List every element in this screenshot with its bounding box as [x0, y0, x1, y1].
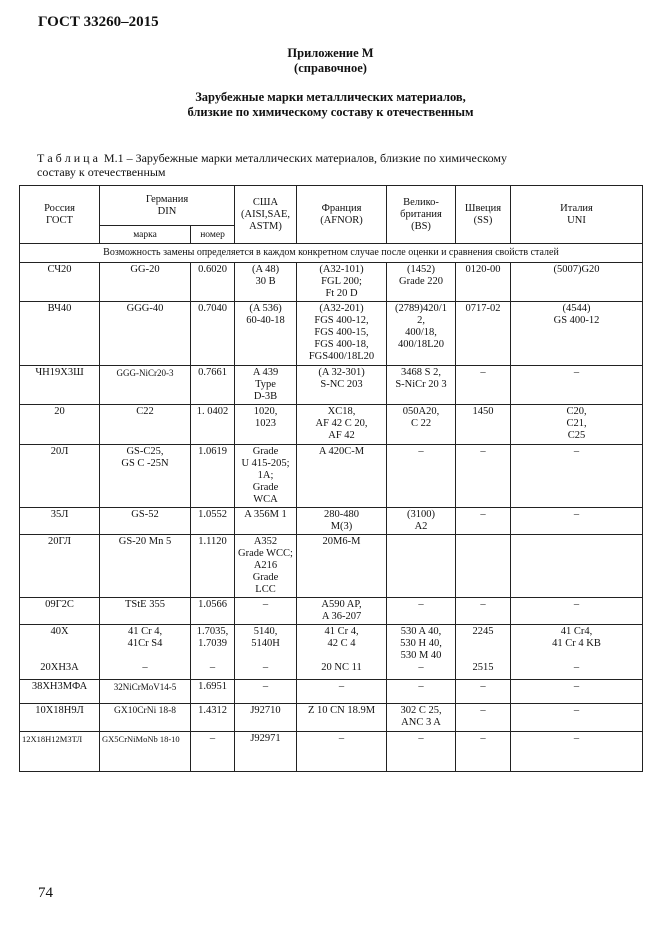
- cell-germany-number: 1.7035, 1.7039 –: [191, 625, 235, 680]
- table-row: [20, 535, 643, 598]
- cell-usa: A 439 Type D-3B: [235, 366, 297, 405]
- header-germany: Германия DIN: [100, 186, 235, 226]
- cell-usa: (A 536) 60-40-18: [235, 302, 297, 366]
- cell-germany-mark: GX5CrNiMoNb 18-10: [100, 732, 191, 772]
- cell-france: (A 32-301) S-NC 203: [297, 366, 387, 405]
- appendix-type: (справочное): [294, 61, 367, 75]
- cell-usa: J92710: [235, 704, 297, 732]
- cell-france: 20M6-M: [297, 535, 387, 598]
- cell-usa: 5140, 5140H –: [235, 625, 297, 680]
- cell-sweden: –: [456, 732, 511, 772]
- table-caption: [37, 151, 597, 179]
- table-row: [20, 625, 643, 680]
- cell-uk: –: [387, 680, 456, 704]
- cell-italy: –: [511, 732, 643, 772]
- cell-uk: 530 A 40, 530 H 40, 530 M 40 –: [387, 625, 456, 680]
- header-sweden: Швеция (SS): [456, 186, 511, 244]
- cell-germany-number: 0.7040: [191, 302, 235, 366]
- cell-sweden: –: [456, 366, 511, 405]
- cell-russia: 20ГЛ: [20, 535, 100, 598]
- cell-germany-number: 1.0619: [191, 445, 235, 508]
- cell-france: 41 Cr 4, 42 C 4 20 NC 11: [297, 625, 387, 680]
- cell-sweden: 0717-02: [456, 302, 511, 366]
- cell-germany-mark: GS-C25, GS C -25N: [100, 445, 191, 508]
- cell-sweden: –: [456, 680, 511, 704]
- cell-sweden: –: [456, 445, 511, 508]
- cell-germany-mark: GGG-NiCr20-3: [100, 366, 191, 405]
- cell-sweden: [456, 535, 511, 598]
- cell-germany-mark: 41 Cr 4, 41Cr S4 –: [100, 625, 191, 680]
- cell-sweden: –: [456, 704, 511, 732]
- cell-russia: 12Х18Н12М3ТЛ: [20, 732, 100, 772]
- header-germany-mark: марка: [100, 226, 191, 244]
- table-row: [20, 263, 643, 302]
- cell-russia: 40Х 20ХН3А: [20, 625, 100, 680]
- cell-germany-number: 0.7661: [191, 366, 235, 405]
- page-number: 74: [38, 885, 53, 901]
- cell-sweden: 0120-00: [456, 263, 511, 302]
- appendix-heading-line2: близкие по химическому составу к отечественным: [187, 105, 474, 119]
- cell-germany-number: 1.4312: [191, 704, 235, 732]
- cell-france: (A32-201) FGS 400-12, FGS 400-15, FGS 400-18, FGS400/18L20: [297, 302, 387, 366]
- header-usa: США (AISI,SAE, ASTM): [235, 186, 297, 244]
- cell-uk: [387, 535, 456, 598]
- table-caption-line1: Т а б л и ц а М.1 – Зарубежные марки металлических материалов, близкие по химическому: [37, 151, 508, 165]
- cell-uk: 302 C 25, ANC 3 A: [387, 704, 456, 732]
- header-germany-number: номер: [191, 226, 235, 244]
- cell-germany-number: 0.6020: [191, 263, 235, 302]
- cell-russia: ВЧ40: [20, 302, 100, 366]
- cell-uk: 050A20, C 22: [387, 405, 456, 445]
- table-row: [20, 680, 643, 704]
- cell-russia: ЧН19Х3Ш: [20, 366, 100, 405]
- cell-italy: (4544) GS 400-12: [511, 302, 643, 366]
- cell-russia: 35Л: [20, 508, 100, 535]
- appendix-title: Приложение М: [287, 46, 374, 60]
- cell-uk: –: [387, 598, 456, 625]
- cell-italy: –: [511, 508, 643, 535]
- cell-uk: (1452) Grade 220: [387, 263, 456, 302]
- cell-germany-number: 1.6951: [191, 680, 235, 704]
- table-row: [20, 366, 643, 405]
- document-header: ГОСТ 33260–2015: [38, 14, 159, 30]
- cell-usa: J92971: [235, 732, 297, 772]
- cell-usa: –: [235, 680, 297, 704]
- cell-italy: (5007)G20: [511, 263, 643, 302]
- cell-sweden: –: [456, 598, 511, 625]
- cell-germany-number: 1. 0402: [191, 405, 235, 445]
- header-italy: Италия UNI: [511, 186, 643, 244]
- cell-germany-mark: TStE 355: [100, 598, 191, 625]
- table-row: [20, 598, 643, 625]
- cell-usa: A 356M 1: [235, 508, 297, 535]
- cell-italy: C20, C21, C25: [511, 405, 643, 445]
- cell-italy: –: [511, 598, 643, 625]
- replacement-note: Возможность замены определяется в каждом конкретном случае после оценки и сравнения свойств сталей: [20, 244, 643, 263]
- cell-france: A 420C-M: [297, 445, 387, 508]
- cell-germany-number: 1.1120: [191, 535, 235, 598]
- table-row: [20, 405, 643, 445]
- cell-uk: (3100) A2: [387, 508, 456, 535]
- cell-russia: 38ХН3МФА: [20, 680, 100, 704]
- cell-usa: 1020, 1023: [235, 405, 297, 445]
- cell-uk: –: [387, 445, 456, 508]
- cell-uk: –: [387, 732, 456, 772]
- cell-germany-number: 1.0566: [191, 598, 235, 625]
- cell-germany-mark: C22: [100, 405, 191, 445]
- table-row: [20, 445, 643, 508]
- table-row: [20, 508, 643, 535]
- table-row: [20, 732, 643, 772]
- cell-france: Z 10 CN 18.9M: [297, 704, 387, 732]
- cell-italy: –: [511, 680, 643, 704]
- cell-usa: –: [235, 598, 297, 625]
- cell-france: –: [297, 680, 387, 704]
- appendix-heading-line1: Зарубежные марки металлических материалов,: [195, 90, 466, 104]
- cell-sweden: –: [456, 508, 511, 535]
- cell-germany-mark: GGG-40: [100, 302, 191, 366]
- cell-germany-mark: GS-52: [100, 508, 191, 535]
- cell-russia: СЧ20: [20, 263, 100, 302]
- cell-germany-mark: GX10CrNi 18-8: [100, 704, 191, 732]
- cell-italy: –: [511, 366, 643, 405]
- cell-russia: 10Х18Н9Л: [20, 704, 100, 732]
- cell-usa: A352 Grade WCC; A216 Grade LCC: [235, 535, 297, 598]
- cell-usa: (A 48) 30 B: [235, 263, 297, 302]
- cell-germany-number: 1.0552: [191, 508, 235, 535]
- cell-uk: 3468 S 2, S-NiCr 20 3: [387, 366, 456, 405]
- cell-france: A590 AP, A 36-207: [297, 598, 387, 625]
- cell-russia: 20Л: [20, 445, 100, 508]
- header-france: Франция (AFNOR): [297, 186, 387, 244]
- cell-germany-mark: 32NiCrMoV14-5: [100, 680, 191, 704]
- cell-usa: Grade U 415-205; 1A; Grade WCA: [235, 445, 297, 508]
- cell-sweden: 2245 2515: [456, 625, 511, 680]
- header-russia: Россия ГОСТ: [20, 186, 100, 244]
- header-uk: Велико- британия (BS): [387, 186, 456, 244]
- cell-france: –: [297, 732, 387, 772]
- cell-russia: 20: [20, 405, 100, 445]
- cell-germany-mark: GG-20: [100, 263, 191, 302]
- cell-france: XC18, AF 42 C 20, AF 42: [297, 405, 387, 445]
- cell-italy: –: [511, 445, 643, 508]
- cell-italy: 41 Cr4, 41 Cr 4 KB –: [511, 625, 643, 680]
- table-row: [20, 302, 643, 366]
- cell-france: (A32-101) FGL 200; Ft 20 D: [297, 263, 387, 302]
- cell-italy: –: [511, 704, 643, 732]
- cell-france: 280-480 M(3): [297, 508, 387, 535]
- materials-table: [19, 185, 643, 772]
- cell-sweden: 1450: [456, 405, 511, 445]
- table-row: [20, 704, 643, 732]
- table-caption-line2: составу к отечественным: [37, 165, 166, 179]
- cell-uk: (2789)420/1 2, 400/18, 400/18L20: [387, 302, 456, 366]
- cell-italy: [511, 535, 643, 598]
- cell-russia: 09Г2С: [20, 598, 100, 625]
- cell-germany-mark: GS-20 Mn 5: [100, 535, 191, 598]
- cell-germany-number: –: [191, 732, 235, 772]
